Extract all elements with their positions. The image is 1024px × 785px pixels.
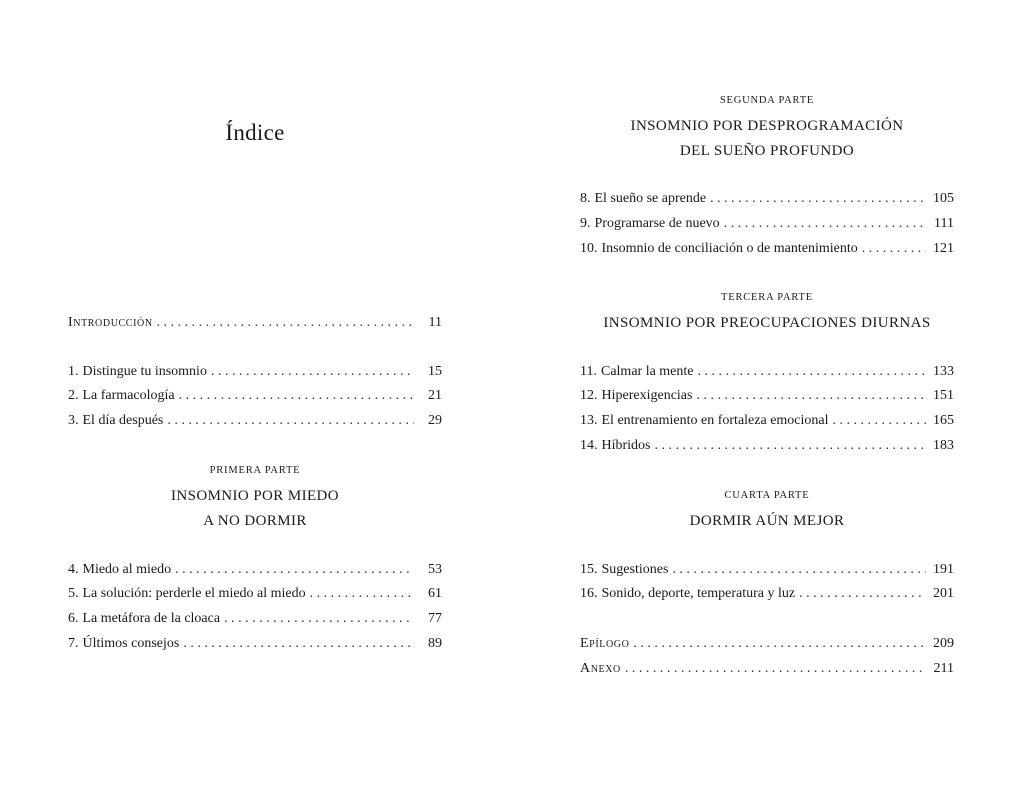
toc-entry-chapter[interactable] [580,362,954,382]
toc-leader-dots [696,386,926,406]
toc-entry-page: 15 [428,364,442,379]
toc-entry-page: 11 [428,315,442,330]
toc-entry-label: Hiperexigencias [601,388,693,403]
toc-entry-chapter[interactable] [580,386,954,406]
toc-entry-chapter[interactable] [68,362,442,382]
part-heading-2 [580,94,954,164]
part-title-line: A NO DORMIR [203,513,307,529]
toc-leader-dots [211,362,414,382]
toc-leader-dots [175,560,414,580]
toc-entry-number: 9. [580,216,591,231]
toc-entry-page: 183 [933,438,954,453]
toc-entry-chapter[interactable] [68,386,442,406]
toc-entry-label: Híbridos [601,438,651,453]
toc-entry-chapter[interactable] [580,411,954,431]
toc-entry-chapter[interactable] [580,239,954,259]
toc-entry-number: 8. [580,191,591,206]
part-title-line: DORMIR AÚN MEJOR [689,513,845,529]
toc-leader-dots [833,411,926,431]
toc-leader-dots [157,313,414,333]
right-page [580,0,954,785]
toc-entry-chapter[interactable] [68,584,442,604]
toc-entry-chapter[interactable] [68,609,442,629]
toc-entry-number: 16. [580,586,598,601]
toc-entry-label: El entrenamiento en fortaleza emocional [601,413,829,428]
toc-leader-dots [799,584,926,604]
left-page [68,0,442,785]
toc-leader-dots [167,411,414,431]
toc-entry-label: Programarse de nuevo [594,216,720,231]
toc-entry-page: 201 [933,586,954,601]
toc-entry-chapter[interactable] [580,436,954,456]
toc-entry-page: 165 [933,413,954,428]
toc-entry-page: 89 [428,636,442,651]
toc-entry-chapter[interactable] [580,189,954,209]
toc-leader-dots [224,609,414,629]
toc-entry-page: 53 [428,562,442,577]
toc-entry-chapter[interactable] [580,560,954,580]
toc-leader-dots [655,436,927,456]
toc-entry-label: La solución: perderle el miedo al miedo [82,586,306,601]
part-title-line: DEL SUEÑO PROFUNDO [679,143,855,159]
toc-leader-dots [633,634,926,654]
toc-entry-number: 6. [68,611,79,626]
toc-entry-label: El día después [82,413,164,428]
toc-entry-number: 5. [68,586,79,601]
toc-entry-page: 29 [428,413,442,428]
toc-entry-label: La farmacología [82,388,175,403]
toc-entry-number: 13. [580,413,598,428]
part-label: SEGUNDA PARTE [719,95,815,106]
toc-entry-number: 12. [580,388,598,403]
part-heading-1 [68,464,442,534]
toc-entry-number: 4. [68,562,79,577]
toc-leader-dots [183,634,414,654]
toc-entry-number: 1. [68,364,79,379]
part-label: TERCERA PARTE [721,292,813,303]
toc-entry-number: 11. [580,364,597,379]
toc-entry-label: Sugestiones [601,562,669,577]
part-title-line: INSOMNIO POR DESPROGRAMACIÓN [630,118,904,134]
toc-entry-page: 105 [933,191,954,206]
toc-entry-chapter[interactable] [580,214,954,234]
toc-entry-page: 133 [933,364,954,379]
toc-entry-chapter[interactable] [580,584,954,604]
toc-entry-annex[interactable] [580,659,954,679]
toc-entry-label: Insomnio de conciliación o de mantenimiento [601,241,858,256]
toc-entry-number: 14. [580,438,598,453]
toc-entry-page: 61 [428,586,442,601]
toc-leader-dots [310,584,414,604]
toc-entry-chapter[interactable] [68,634,442,654]
toc-entry-number: 7. [68,636,79,651]
part-title-line: INSOMNIO POR MIEDO [170,488,340,504]
part-heading-3 [580,291,954,336]
toc-entry-label: Últimos consejos [82,636,180,651]
toc-leader-dots [625,659,926,679]
toc-entry-chapter[interactable] [68,560,442,580]
toc-entry-page: 111 [934,216,954,231]
toc-entry-chapter[interactable] [68,411,442,431]
part-title-line: INSOMNIO POR PREOCUPACIONES DIURNAS [603,315,931,331]
toc-entry-number: 10. [580,241,598,256]
toc-entry-number: 2. [68,388,79,403]
toc-entry-page: 151 [933,388,954,403]
toc-entry-label: Anexo [580,661,621,676]
toc-entry-number: 3. [68,413,79,428]
toc-entry-page: 21 [428,388,442,403]
toc-entry-label: Epílogo [580,636,630,651]
toc-leader-dots [179,386,414,406]
toc-leader-dots [710,189,926,209]
toc-entry-label: La metáfora de la cloaca [82,611,221,626]
toc-entry-page: 211 [933,661,954,676]
toc-entry-label: Miedo al miedo [82,562,172,577]
index-title: Índice [225,120,285,145]
part-label: PRIMERA PARTE [209,465,301,476]
toc-entry-label: Calmar la mente [600,364,694,379]
toc-entry-page: 77 [428,611,442,626]
toc-entry-page: 209 [933,636,954,651]
part-label: CUARTA PARTE [724,490,810,501]
toc-entry-page: 191 [933,562,954,577]
part-heading-4 [580,489,954,534]
toc-leader-dots [724,214,926,234]
toc-entry-label: El sueño se aprende [594,191,707,206]
toc-entry-label: Distingue tu insomnio [82,364,207,379]
toc-entry-epilogue[interactable] [580,634,954,654]
toc-entry-page: 121 [933,241,954,256]
toc-leader-dots [698,362,926,382]
toc-leader-dots [862,239,926,259]
toc-leader-dots [672,560,926,580]
toc-entry-number: 15. [580,562,598,577]
toc-entry-label: Introducción [68,315,153,330]
toc-entry-label: Sonido, deporte, temperatura y luz [601,586,796,601]
toc-entry-introduction[interactable] [68,313,442,333]
